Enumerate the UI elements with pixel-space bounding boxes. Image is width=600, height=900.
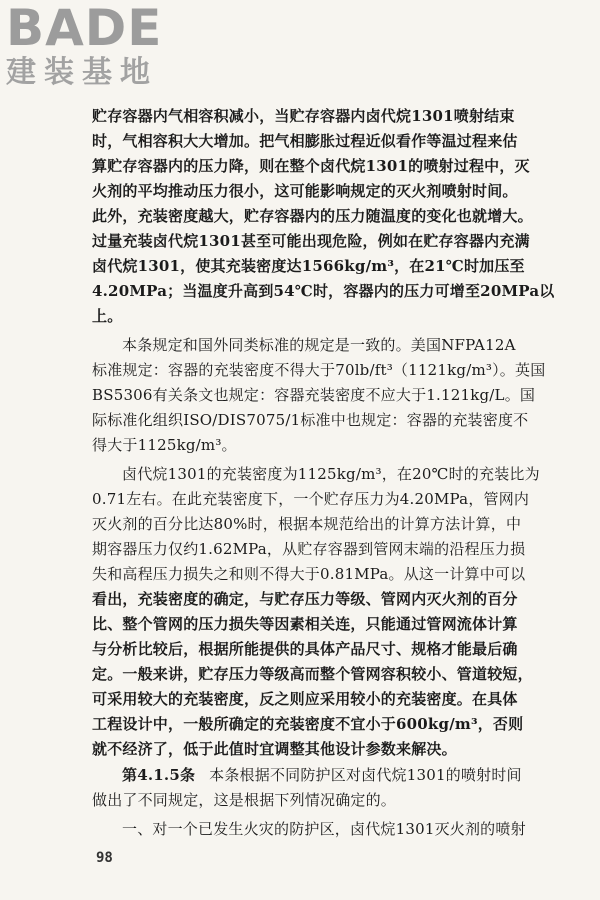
text-line: 卤代烷1301的充装密度为1125kg/m³，在20℃时的充装比为 (122, 465, 540, 483)
text-line: 可采用较大的充装密度，反之则应采用较小的充装密度。在具体 (92, 690, 518, 708)
text-line: 就不经济了，低于此值时宜调整其他设计参数来解决。 (92, 740, 457, 758)
text-line: 本条根据不同防护区对卤代烷1301的喷射时间 (209, 766, 522, 784)
text-line: 贮存容器内气相容积减小，当贮存容器内卤代烷1301喷射结束 (92, 107, 515, 125)
logo-subtitle: 建装基地 (6, 55, 158, 90)
text-line: 灭火剂的百分比达80%时，根据本规范给出的计算方法计算，中 (92, 515, 522, 533)
text-line: BS5306有关条文也规定：容器充装密度不应大于1.121kg/L。国 (92, 386, 536, 404)
text-line: 过量充装卤代烷1301甚至可能出现危险，例如在贮存容器内充满 (92, 232, 530, 250)
text-line: 火剂的平均推动压力很小，这可能影响规定的灭火剂喷射时间。 (92, 182, 518, 200)
page-number: 98 (96, 850, 113, 866)
text-line: 时，气相容积大大增加。把气相膨胀过程近似看作等温过程来估 (92, 132, 518, 150)
text-line: 卤代烷1301，使其充装密度达1566kg/m³，在21℃时加压至 (92, 257, 525, 275)
text-line: 本条规定和国外同类标准的规定是一致的。美国NFPA12A (122, 336, 516, 354)
text-line: 做出了不同规定，这是根据下列情况确定的。 (92, 791, 397, 809)
text-line: 工程设计中，一般所确定的充装密度不宜小于600kg/m³，否则 (92, 715, 524, 733)
text-line: 期容器压力仅约1.62MPa，从贮存容器到管网末端的沿程压力损 (92, 540, 526, 558)
bade-logo (6, 2, 186, 102)
text-line: 标准规定：容器的充装密度不得大于70lb/ft³（1121kg/m³）。英国 (92, 361, 546, 379)
article-line (122, 764, 522, 786)
article-number: 第4.1.5条 (122, 766, 196, 784)
text-line: 4.20MPa；当温度升高到54℃时，容器内的压力可增至20MPa以 (92, 282, 555, 300)
text-line: 定。一般来讲，贮存压力等级高而整个管网容积较小、管道较短， (92, 665, 533, 683)
text-line: 上。 (92, 307, 123, 325)
text-line: 一、对一个已发生火灾的防护区，卤代烷1301灭火剂的喷射 (122, 820, 526, 838)
text-line: 算贮存容器内的压力降，则在整个卤代烷1301的喷射过程中，灭 (92, 157, 530, 175)
text-line: 与分析比较后，根据所能提供的具体产品尺寸、规格才能最后确 (92, 640, 518, 658)
text-line: 失和高程压力损失之和则不得大于0.81MPa。从这一计算中可以 (92, 565, 526, 583)
text-line: 0.71左右。在此充装密度下，一个贮存压力为4.20MPa，管网内 (92, 490, 530, 508)
text-line: 看出，充装密度的确定，与贮存压力等级、管网内灭火剂的百分 (92, 590, 518, 608)
logo-brand: BADE (6, 0, 163, 57)
text-line: 此外，充装密度越大，贮存容器内的压力随温度的变化也就增大。 (92, 207, 533, 225)
text-line: 比、整个管网的压力损失等因素相关连，只能通过管网流体计算 (92, 615, 518, 633)
text-line: 际标准化组织ISO/DIS7075/1标准中也规定：容器的充装密度不 (92, 411, 529, 429)
text-line: 得大于1125kg/m³。 (92, 436, 237, 454)
